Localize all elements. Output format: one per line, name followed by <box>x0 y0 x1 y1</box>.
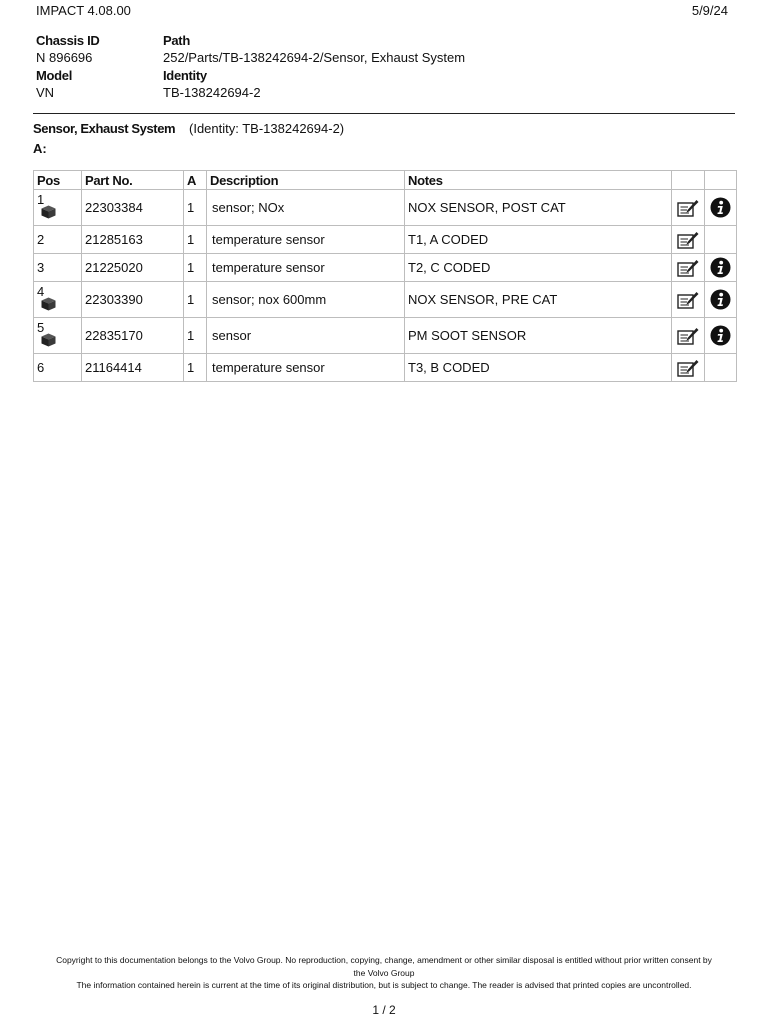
chassis-id-label: Chassis ID <box>36 33 100 48</box>
info-icon[interactable] <box>710 325 731 346</box>
pos-number: 6 <box>37 360 45 375</box>
cell-edit <box>672 190 705 226</box>
cell-qty: 1 <box>184 318 207 354</box>
model-label: Model <box>36 68 73 83</box>
edit-note-icon[interactable] <box>677 259 699 277</box>
cell-description: temperature sensor <box>207 254 405 282</box>
header-info-column <box>705 171 737 190</box>
cube-icon[interactable] <box>41 333 56 347</box>
cell-qty: 1 <box>184 226 207 254</box>
cell-notes: T3, B CODED <box>405 354 672 382</box>
cell-description: sensor <box>207 318 405 354</box>
pos-number: 2 <box>37 232 45 247</box>
header-edit-column <box>672 171 705 190</box>
page-number: 1 / 2 <box>372 1003 396 1017</box>
cell-notes: T2, C CODED <box>405 254 672 282</box>
header-part-no: Part No. <box>82 171 184 190</box>
path-value: 252/Parts/TB-138242694-2/Sensor, Exhaust System <box>163 50 466 65</box>
cell-notes: PM SOOT SENSOR <box>405 318 672 354</box>
cell-part-no: 21285163 <box>82 226 184 254</box>
cell-info <box>705 190 737 226</box>
cell-qty: 1 <box>184 190 207 226</box>
section-identity: (Identity: TB-138242694-2) <box>189 121 345 136</box>
cell-description: temperature sensor <box>207 226 405 254</box>
table-row <box>34 354 737 382</box>
cell-info <box>705 282 737 318</box>
identity-value: TB-138242694-2 <box>163 85 261 100</box>
disclaimer-text: The information contained herein is current at the time of its original distribution, but is subject to change. The reader is advised that printed copies are uncontrolled. <box>76 980 692 990</box>
header-notes: Notes <box>405 171 672 190</box>
cell-info <box>705 254 737 282</box>
cell-pos <box>34 318 82 354</box>
cell-pos <box>34 282 82 318</box>
cell-edit <box>672 354 705 382</box>
pos-number: 1 <box>37 192 45 207</box>
cell-edit <box>672 318 705 354</box>
table-row <box>34 254 737 282</box>
info-icon[interactable] <box>710 257 731 278</box>
table-row <box>34 226 737 254</box>
edit-note-icon[interactable] <box>677 231 699 249</box>
cell-info <box>705 318 737 354</box>
app-version: IMPACT 4.08.00 <box>36 3 131 18</box>
table-header-row <box>34 171 737 190</box>
cube-icon[interactable] <box>41 205 56 219</box>
info-icon[interactable] <box>710 197 731 218</box>
cell-qty: 1 <box>184 282 207 318</box>
cell-edit <box>672 254 705 282</box>
cell-notes: NOX SENSOR, POST CAT <box>405 190 672 226</box>
cell-pos <box>34 226 82 254</box>
cell-notes: T1, A CODED <box>405 226 672 254</box>
model-value: VN <box>36 85 55 100</box>
copyright-footer <box>30 954 738 992</box>
cell-qty: 1 <box>184 354 207 382</box>
edit-note-icon[interactable] <box>677 359 699 377</box>
table-row <box>34 318 737 354</box>
cell-description: temperature sensor <box>207 354 405 382</box>
print-date: 5/9/24 <box>691 3 728 18</box>
edit-note-icon[interactable] <box>677 291 699 309</box>
section-a-label: A: <box>33 141 47 156</box>
cell-part-no: 22303384 <box>82 190 184 226</box>
header-pos: Pos <box>34 171 82 190</box>
cell-part-no: 22835170 <box>82 318 184 354</box>
identity-label: Identity <box>163 68 207 83</box>
section-title: Sensor, Exhaust System <box>33 121 176 136</box>
table-row <box>34 190 737 226</box>
cell-part-no: 21164414 <box>82 354 184 382</box>
page-header <box>36 3 732 19</box>
cell-part-no: 22303390 <box>82 282 184 318</box>
info-icon[interactable] <box>710 289 731 310</box>
path-label: Path <box>163 33 190 48</box>
copyright-line-2: the Volvo Group <box>353 967 415 978</box>
cell-pos <box>34 254 82 282</box>
edit-note-icon[interactable] <box>677 199 699 217</box>
cell-info <box>705 354 737 382</box>
cell-info <box>705 226 737 254</box>
table-row <box>34 282 737 318</box>
edit-note-icon[interactable] <box>677 327 699 345</box>
cell-notes: NOX SENSOR, PRE CAT <box>405 282 672 318</box>
copyright-line-1: Copyright to this documentation belongs to the Volvo Group. No reproduction, copying, change, amendment or other similar disposal is entitled without prior written consent by <box>56 955 712 965</box>
header-a: A <box>184 171 207 190</box>
cell-edit <box>672 282 705 318</box>
pos-number: 5 <box>37 320 45 335</box>
cell-pos <box>34 354 82 382</box>
parts-table <box>33 170 737 382</box>
header-description: Description <box>207 171 405 190</box>
cell-qty: 1 <box>184 254 207 282</box>
cell-description: sensor; NOx <box>207 190 405 226</box>
cube-icon[interactable] <box>41 297 56 311</box>
cell-edit <box>672 226 705 254</box>
pos-number: 3 <box>37 260 45 275</box>
cell-description: sensor; nox 600mm <box>207 282 405 318</box>
header-divider <box>33 113 735 114</box>
cell-pos <box>34 190 82 226</box>
chassis-id-value: N 896696 <box>36 50 93 65</box>
cell-part-no: 21225020 <box>82 254 184 282</box>
pos-number: 4 <box>37 284 45 299</box>
